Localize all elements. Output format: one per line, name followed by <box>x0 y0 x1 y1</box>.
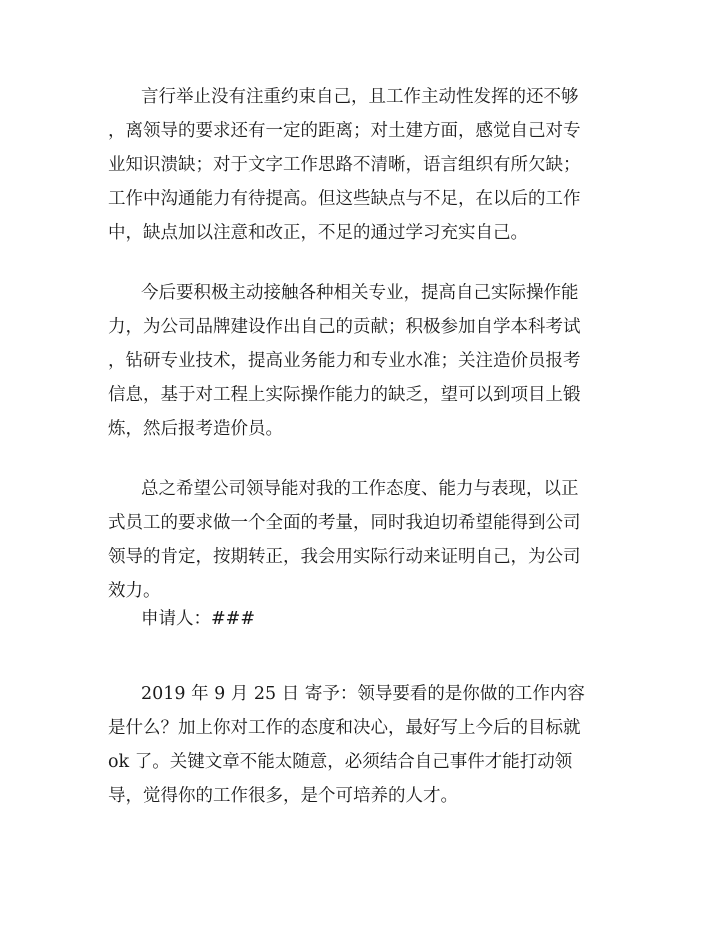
text-line: 言行举止没有注重约束自己，且工作主动性发挥的还不够 <box>141 87 579 107</box>
paragraph-future-plans <box>108 276 616 446</box>
text-line: ，离领导的要求还有一定的距离；对土建方面，感觉自己对专 <box>108 121 581 141</box>
text-line: 效力。 <box>108 581 161 601</box>
text-line: 领导的肯定，按期转正，我会用实际行动来证明自己，为公司 <box>108 547 581 567</box>
applicant-signature <box>108 602 616 636</box>
text-line: 力，为公司品牌建设作出自己的贡献；积极参加自学本科考试 <box>108 317 581 337</box>
text-line: 业知识溃缺；对于文字工作思路不清晰，语言组织有所欠缺； <box>108 155 581 175</box>
paragraph-conclusion <box>108 472 616 608</box>
paragraph-date-note <box>108 677 616 813</box>
text-line: 总之希望公司领导能对我的工作态度、能力与表现，以正 <box>141 479 579 499</box>
text-line: ，钻研专业技术，提高业务能力和专业水准；关注造价员报考 <box>108 351 581 371</box>
text-line: 今后要积极主动接触各种相关专业，提高自己实际操作能 <box>141 283 579 303</box>
text-line: 是什么？加上你对工作的态度和决心，最好写上今后的目标就 <box>108 718 581 738</box>
text-line: ok 了。关键文章不能太随意，必须结合自己事件才能打动领 <box>108 752 573 772</box>
text-line: 工作中沟通能力有待提高。但这些缺点与不足，在以后的工作 <box>108 189 581 209</box>
text-line: 2019 年 9 月 25 日 寄予：领导要看的是你做的工作内容 <box>141 684 585 704</box>
text-line: 中，缺点加以注意和改正，不足的通过学习充实自己。 <box>108 223 528 243</box>
applicant-line: 申请人：### <box>141 609 255 629</box>
text-line: 信息，基于对工程上实际操作能力的缺乏，望可以到项目上锻 <box>108 385 581 405</box>
paragraph-self-assessment <box>108 80 616 250</box>
text-line: 导，觉得你的工作很多，是个可培养的人才。 <box>108 786 458 806</box>
text-line: 炼，然后报考造价员。 <box>108 419 283 439</box>
text-line: 式员工的要求做一个全面的考量，同时我迫切希望能得到公司 <box>108 513 581 533</box>
